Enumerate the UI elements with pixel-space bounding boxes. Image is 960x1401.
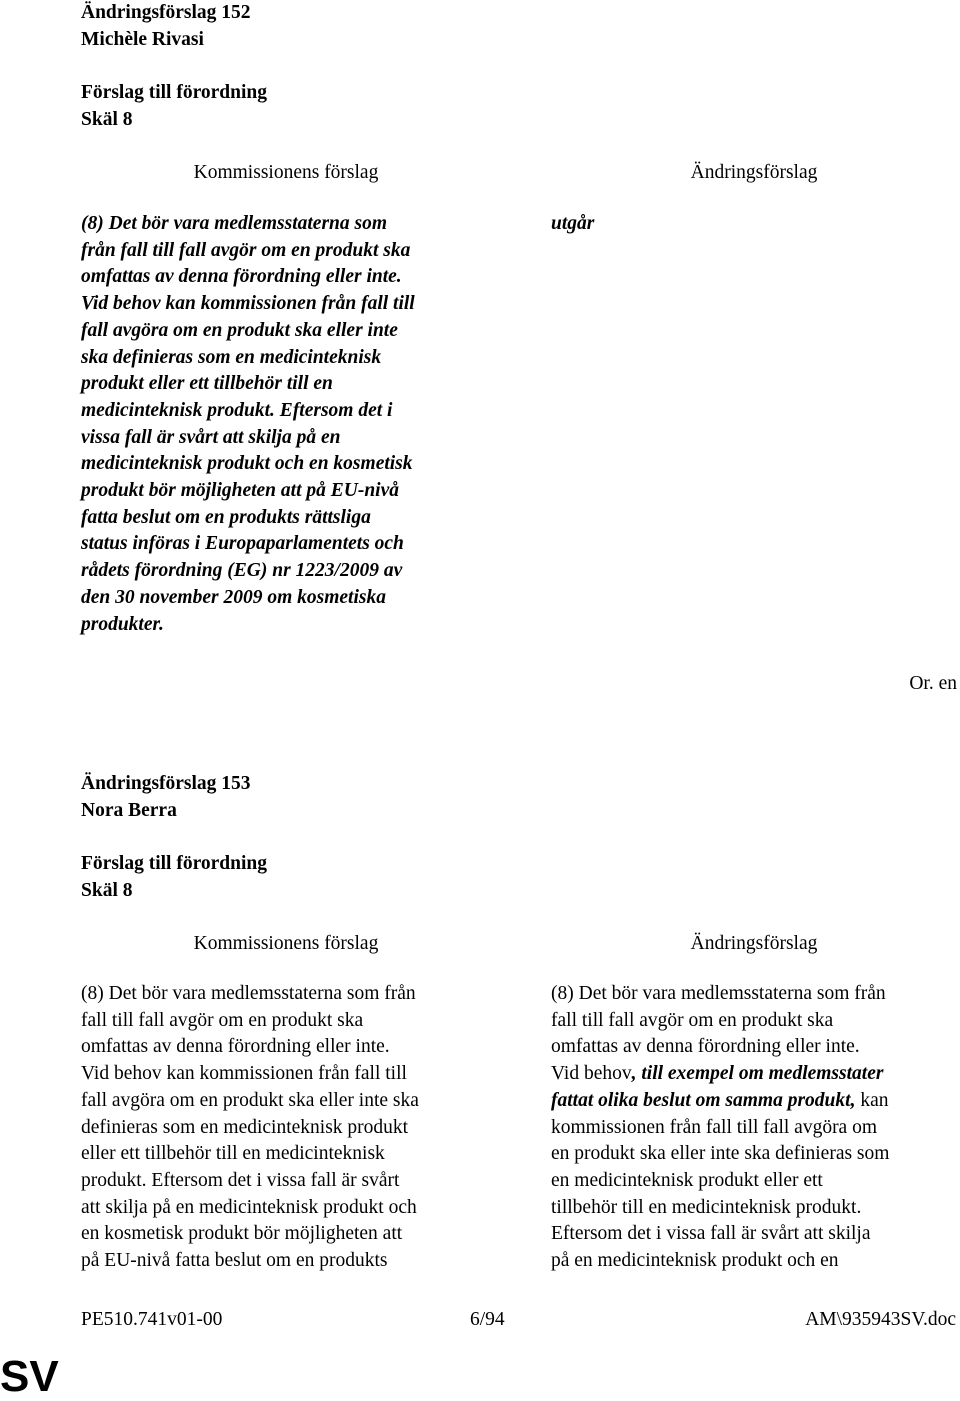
text-line: (8) Det bör vara medlemsstaterna som från [551, 983, 886, 1004]
footer-page-number: 6/94 [470, 1309, 505, 1330]
text-line: rådets förordning (EG) nr 1223/2009 av [81, 560, 403, 582]
text-segment: kan [855, 1089, 889, 1111]
text-line: att skilja på en medicinteknisk produkt och [81, 1196, 417, 1218]
text-line: en medicinteknisk produkt eller ett [551, 1169, 823, 1191]
amendment-author: Nora Berra [81, 800, 177, 821]
text-line: definieras som en medicinteknisk produkt [81, 1116, 409, 1138]
text-line: Vid behov kan kommissionen från fall till [81, 1063, 407, 1085]
column-header-amendment: Ändringsförslag [690, 933, 818, 954]
text-line: produkter. [81, 613, 164, 635]
original-language: Or. en [909, 673, 957, 694]
text-line: en kosmetisk produkt bör möjligheten att [81, 1223, 403, 1245]
text-line: (8) Det bör vara medlemsstaterna som från [81, 983, 416, 1004]
text-line: omfattas av denna förordning eller inte. [81, 1036, 390, 1058]
text-line: fall avgöra om en produkt ska eller inte [81, 319, 398, 341]
emphasized-insertion: fattat olika beslut om samma produkt, [551, 1089, 856, 1111]
text-line: produkt eller ett tillbehör till en [81, 373, 333, 395]
text-line: tillbehör till en medicinteknisk produkt. [551, 1196, 862, 1218]
column-header-amendment: Ändringsförslag [690, 162, 818, 183]
text-segment: Vid behov [551, 1063, 632, 1085]
text-line: fall till fall avgör om en produkt ska [551, 1009, 834, 1031]
text-line: status införas i Europaparlamentets och [81, 533, 404, 555]
text-line [551, 1088, 960, 1115]
recital-label: Skäl 8 [81, 880, 133, 901]
commission-text [81, 211, 481, 638]
text-line: medicinteknisk produkt och en kosmetisk [81, 453, 413, 475]
text-line: på EU-nivå fatta beslut om en produkts [81, 1250, 388, 1272]
text-line: omfattas av denna förordning eller inte. [81, 266, 402, 288]
emphasized-insertion: , till exempel om medlemsstater [631, 1063, 884, 1085]
text-line: eller ett tillbehör till en medicinteknisk [81, 1143, 385, 1165]
amendment-author: Michèle Rivasi [81, 29, 204, 50]
text-line: medicinteknisk produkt. Eftersom det i [81, 399, 393, 421]
language-code: SV [0, 1352, 59, 1401]
text-line: omfattas av denna förordning eller inte. [551, 1036, 860, 1058]
footer-doc-ref: PE510.741v01-00 [81, 1309, 223, 1330]
text-line: fall till fall avgör om en produkt ska [81, 1009, 364, 1031]
proposal-title: Förslag till förordning [81, 82, 267, 103]
text-line: från fall till fall avgör om en produkt ska [81, 239, 411, 261]
amendment-deleted-text: utgår [551, 213, 595, 234]
text-line: fall avgöra om en produkt ska eller inte ska [81, 1089, 419, 1111]
footer-file-name: AM\935943SV.doc [805, 1309, 956, 1330]
text-line: fatta beslut om en produkts rättsliga [81, 506, 371, 528]
text-line: produkt. Eftersom det i vissa fall är svårt [81, 1169, 400, 1191]
text-line: produkt bör möjligheten att på EU-nivå [81, 480, 399, 502]
text-line: kommissionen från fall till fall avgöra om [551, 1116, 878, 1138]
text-line: på en medicinteknisk produkt och en [551, 1250, 839, 1272]
text-line: (8) Det bör vara medlemsstaterna som [81, 213, 388, 234]
text-line: en produkt ska eller inte ska definieras som [551, 1143, 890, 1165]
text-line [551, 1061, 960, 1088]
text-line: vissa fall är svårt att skilja på en [81, 426, 341, 448]
text-line: Eftersom det i vissa fall är svårt att skilja [551, 1223, 871, 1245]
recital-label: Skäl 8 [81, 109, 133, 130]
commission-text [81, 981, 481, 1275]
column-header-commission: Kommissionens förslag [193, 162, 379, 183]
text-line: den 30 november 2009 om kosmetiska [81, 586, 386, 608]
column-header-commission: Kommissionens förslag [193, 933, 379, 954]
amendment-title: Ändringsförslag 152 [81, 2, 251, 23]
proposal-title: Förslag till förordning [81, 853, 267, 874]
text-line: ska definieras som en medicinteknisk [81, 346, 382, 368]
amendment-text [551, 981, 960, 1275]
amendment-title: Ändringsförslag 153 [81, 773, 251, 794]
text-line: Vid behov kan kommissionen från fall till [81, 293, 415, 315]
